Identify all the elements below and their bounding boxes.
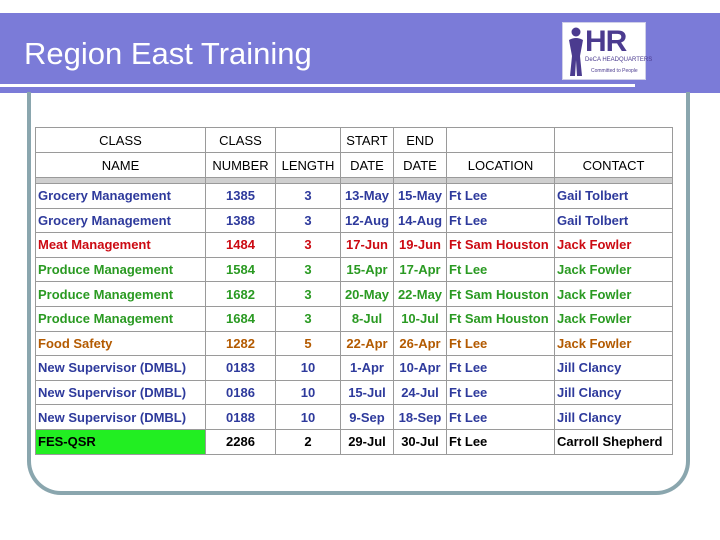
start-date-cell: 13-May bbox=[341, 184, 394, 209]
contact-cell: Jack Fowler bbox=[555, 306, 673, 331]
location-cell: Ft Lee bbox=[447, 184, 555, 209]
location-cell: Ft Sam Houston bbox=[447, 282, 555, 307]
class-number-cell: 1388 bbox=[206, 208, 276, 233]
class-name-cell: New Supervisor (DMBL) bbox=[36, 405, 206, 430]
length-cell: 3 bbox=[276, 257, 341, 282]
table-row bbox=[36, 380, 673, 405]
table-row bbox=[36, 405, 673, 430]
location-cell: Ft Sam Houston bbox=[447, 306, 555, 331]
header-cell: DATE bbox=[394, 153, 447, 178]
length-cell: 3 bbox=[276, 306, 341, 331]
class-number-cell: 1684 bbox=[206, 306, 276, 331]
end-date-cell: 26-Apr bbox=[394, 331, 447, 356]
contact-cell: Jack Fowler bbox=[555, 331, 673, 356]
class-number-cell: 1584 bbox=[206, 257, 276, 282]
header-row-top bbox=[36, 128, 673, 153]
start-date-cell: 15-Jul bbox=[341, 380, 394, 405]
table-row bbox=[36, 184, 673, 209]
header-cell: NAME bbox=[36, 153, 206, 178]
class-name-cell: FES-QSR bbox=[36, 429, 206, 454]
contact-cell: Carroll Shepherd bbox=[555, 429, 673, 454]
end-date-cell: 19-Jun bbox=[394, 233, 447, 258]
contact-cell: Jill Clancy bbox=[555, 380, 673, 405]
header-cell: LOCATION bbox=[447, 153, 555, 178]
table-row bbox=[36, 233, 673, 258]
length-cell: 3 bbox=[276, 208, 341, 233]
start-date-cell: 8-Jul bbox=[341, 306, 394, 331]
class-name-cell: New Supervisor (DMBL) bbox=[36, 380, 206, 405]
table-body bbox=[36, 184, 673, 455]
table-header bbox=[36, 128, 673, 184]
header-cell: NUMBER bbox=[206, 153, 276, 178]
length-cell: 3 bbox=[276, 282, 341, 307]
length-cell: 2 bbox=[276, 429, 341, 454]
class-name-cell: Meat Management bbox=[36, 233, 206, 258]
length-cell: 10 bbox=[276, 405, 341, 430]
header-cell: CLASS bbox=[206, 128, 276, 153]
contact-cell: Jill Clancy bbox=[555, 356, 673, 381]
start-date-cell: 9-Sep bbox=[341, 405, 394, 430]
class-number-cell: 0188 bbox=[206, 405, 276, 430]
end-date-cell: 17-Apr bbox=[394, 257, 447, 282]
length-cell: 10 bbox=[276, 380, 341, 405]
location-cell: Ft Lee bbox=[447, 380, 555, 405]
table-row bbox=[36, 306, 673, 331]
table-row bbox=[36, 331, 673, 356]
location-cell: Ft Sam Houston bbox=[447, 233, 555, 258]
class-number-cell: 1282 bbox=[206, 331, 276, 356]
header-cell: END bbox=[394, 128, 447, 153]
end-date-cell: 30-Jul bbox=[394, 429, 447, 454]
length-cell: 3 bbox=[276, 233, 341, 258]
contact-cell: Jack Fowler bbox=[555, 282, 673, 307]
class-number-cell: 1682 bbox=[206, 282, 276, 307]
class-number-cell: 0186 bbox=[206, 380, 276, 405]
start-date-cell: 29-Jul bbox=[341, 429, 394, 454]
start-date-cell: 17-Jun bbox=[341, 233, 394, 258]
header-cell: CLASS bbox=[36, 128, 206, 153]
header-cell bbox=[447, 128, 555, 153]
class-number-cell: 1385 bbox=[206, 184, 276, 209]
person-figure-icon bbox=[565, 24, 587, 78]
end-date-cell: 14-Aug bbox=[394, 208, 447, 233]
start-date-cell: 12-Aug bbox=[341, 208, 394, 233]
banner-rule-top bbox=[0, 84, 635, 87]
header-cell: DATE bbox=[341, 153, 394, 178]
table-row bbox=[36, 356, 673, 381]
length-cell: 3 bbox=[276, 184, 341, 209]
header-cell bbox=[555, 128, 673, 153]
end-date-cell: 15-May bbox=[394, 184, 447, 209]
contact-cell: Gail Tolbert bbox=[555, 208, 673, 233]
start-date-cell: 20-May bbox=[341, 282, 394, 307]
contact-cell: Jack Fowler bbox=[555, 257, 673, 282]
class-name-cell: New Supervisor (DMBL) bbox=[36, 356, 206, 381]
slide-title: Region East Training bbox=[24, 36, 312, 71]
class-number-cell: 1484 bbox=[206, 233, 276, 258]
header-row-bottom bbox=[36, 153, 673, 178]
location-cell: Ft Lee bbox=[447, 405, 555, 430]
class-name-cell: Produce Management bbox=[36, 257, 206, 282]
location-cell: Ft Lee bbox=[447, 257, 555, 282]
location-cell: Ft Lee bbox=[447, 356, 555, 381]
length-cell: 5 bbox=[276, 331, 341, 356]
class-name-cell: Grocery Management bbox=[36, 208, 206, 233]
contact-cell: Gail Tolbert bbox=[555, 184, 673, 209]
logo-tagline: Committed to People bbox=[591, 68, 638, 74]
start-date-cell: 1-Apr bbox=[341, 356, 394, 381]
end-date-cell: 24-Jul bbox=[394, 380, 447, 405]
header-cell: START bbox=[341, 128, 394, 153]
length-cell: 10 bbox=[276, 356, 341, 381]
class-name-cell: Produce Management bbox=[36, 306, 206, 331]
class-number-cell: 0183 bbox=[206, 356, 276, 381]
contact-cell: Jack Fowler bbox=[555, 233, 673, 258]
end-date-cell: 22-May bbox=[394, 282, 447, 307]
start-date-cell: 22-Apr bbox=[341, 331, 394, 356]
end-date-cell: 18-Sep bbox=[394, 405, 447, 430]
table-row bbox=[36, 257, 673, 282]
header-cell: LENGTH bbox=[276, 153, 341, 178]
location-cell: Ft Lee bbox=[447, 331, 555, 356]
logo-mark: HR bbox=[585, 25, 627, 58]
end-date-cell: 10-Jul bbox=[394, 306, 447, 331]
header-cell: CONTACT bbox=[555, 153, 673, 178]
logo-subtitle: DeCA HEADQUARTERS bbox=[585, 57, 653, 63]
class-name-cell: Grocery Management bbox=[36, 184, 206, 209]
class-name-cell: Food Safety bbox=[36, 331, 206, 356]
start-date-cell: 15-Apr bbox=[341, 257, 394, 282]
class-name-cell: Produce Management bbox=[36, 282, 206, 307]
table-row bbox=[36, 208, 673, 233]
end-date-cell: 10-Apr bbox=[394, 356, 447, 381]
class-number-cell: 2286 bbox=[206, 429, 276, 454]
table-row bbox=[36, 429, 673, 454]
location-cell: Ft Lee bbox=[447, 429, 555, 454]
contact-cell: Jill Clancy bbox=[555, 405, 673, 430]
table-row bbox=[36, 282, 673, 307]
location-cell: Ft Lee bbox=[447, 208, 555, 233]
training-schedule-table bbox=[35, 127, 673, 455]
hr-logo bbox=[562, 22, 653, 80]
header-cell bbox=[276, 128, 341, 153]
